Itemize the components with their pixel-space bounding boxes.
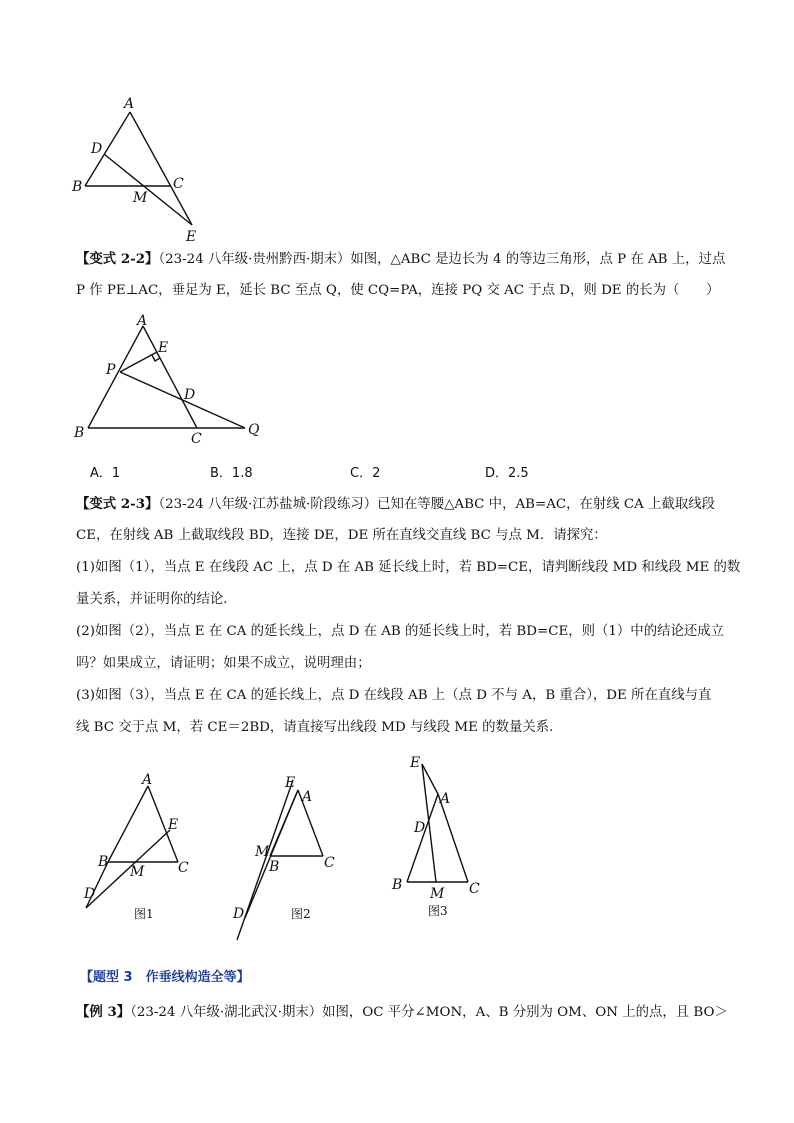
fig2-label-d: D xyxy=(233,906,245,922)
fig1-label-c: C xyxy=(178,860,189,876)
option-d-letter: D． xyxy=(485,466,509,481)
option-d-value: 2.5 xyxy=(508,466,529,481)
variant-2-3-q1-line1: (1)如图（1），当点 E 在线段 AC 上，点 D 在 AB 延长线上时，若 BD=CE，请判断线段 MD 和线段 ME 的数 xyxy=(76,560,741,575)
fig1-label-e: E xyxy=(168,817,179,833)
option-b-letter: B． xyxy=(210,466,232,481)
fig2-label-m: M xyxy=(255,844,270,860)
option-d[interactable] xyxy=(485,462,529,481)
variant-2-2-line1 xyxy=(76,249,736,270)
label-e: E xyxy=(186,229,197,245)
fig1-caption: 图1 xyxy=(134,907,154,921)
fig2-label-c: C xyxy=(324,855,335,871)
figure-2 xyxy=(225,768,355,948)
fig2-caption: 图2 xyxy=(291,907,311,921)
fig1-label-a: A xyxy=(142,772,153,788)
section-3-heading: 【题型 3 作垂线构造全等】 xyxy=(80,970,250,985)
fig3-label-a: A xyxy=(440,791,451,807)
variant-2-3-q2-line2: 吗？如果成立，请证明；如果不成立，说明理由； xyxy=(76,656,371,671)
figure-top-triangle xyxy=(60,90,240,250)
option-c[interactable] xyxy=(350,462,380,481)
side-ab xyxy=(108,786,148,862)
label-a: A xyxy=(124,96,135,112)
fig1-label-b: B xyxy=(98,854,109,870)
label-m: M xyxy=(133,190,148,206)
fig2-label-b: B xyxy=(269,859,280,875)
label-q: Q xyxy=(248,422,260,438)
fig3-label-d: D xyxy=(414,820,426,836)
label-a: A xyxy=(137,313,148,329)
variant-2-3-q3-line1: (3)如图（3），当点 E 在 CA 的延长线上，点 D 在线段 AB 上（点 D 不与 A，B 重合），DE 所在直线与直 xyxy=(76,688,712,703)
label-d: D xyxy=(91,141,103,157)
option-b-value: 1.8 xyxy=(231,466,253,481)
variant-2-2-tag: 【变式 2-2】 xyxy=(76,251,159,267)
fig1-label-d: D xyxy=(84,886,96,902)
fig3-caption: 图3 xyxy=(428,904,448,918)
variant-2-3-line1 xyxy=(76,494,736,515)
variant-2-3-tag: 【变式 2-3】 xyxy=(76,496,159,512)
side-ab xyxy=(407,794,438,882)
fig3-label-e: E xyxy=(410,755,421,771)
side-ac xyxy=(438,794,468,882)
example-3-tag: 【例 3】 xyxy=(76,1004,131,1020)
label-p: P xyxy=(106,362,116,378)
extension-ad xyxy=(245,790,298,918)
figure-variant-2-2 xyxy=(60,310,280,450)
label-c: C xyxy=(191,431,202,447)
option-a-value: 1 xyxy=(111,466,121,481)
variant-2-3-q1-line2: 量关系，并证明你的结论． xyxy=(76,592,237,607)
variant-2-3-text1: （23-24 八年级·江苏盐城·阶段练习）已知在等腰△ABC 中，AB=AC，在射线 CA 上截取线段 xyxy=(158,497,716,512)
fig1-label-m: M xyxy=(130,864,145,880)
example-3-text1: （23-24 八年级·湖北武汉·期末）如图，OC 平分∠MON，A、B 分别为 OM、ON 上的点，且 BO＞ xyxy=(130,1005,728,1020)
fig3-label-c: C xyxy=(469,881,480,897)
variant-2-3-line2: CE，在射线 AB 上截取线段 BD，连接 DE，DE 所在直线交直线 BC 与点 M．请探究： xyxy=(76,528,607,543)
line-ed xyxy=(237,780,293,940)
option-b[interactable] xyxy=(210,462,253,481)
side-ab xyxy=(88,326,143,428)
fig3-label-b: B xyxy=(392,877,403,893)
variant-2-2-text1: （23-24 八年级·贵州黔西·期末）如图，△ABC 是边长为 4 的等边三角形，点 P 在 AB 上，过点 xyxy=(158,252,726,267)
fig2-label-a: A xyxy=(302,789,313,805)
example-3-line1 xyxy=(76,1002,736,1023)
variant-2-2-line2: P 作 PE⊥AC，垂足为 E，延长 BC 至点 Q，使 CQ=PA，连接 PQ 交 AC 于点 D，则 DE 的长为（ ） xyxy=(76,283,720,298)
side-ae xyxy=(130,112,192,225)
label-e: E xyxy=(158,340,169,356)
label-d: D xyxy=(184,387,196,403)
figure-3 xyxy=(380,752,500,927)
option-a[interactable] xyxy=(90,462,120,481)
option-a-letter: A． xyxy=(90,466,112,481)
fig3-label-m: M xyxy=(430,886,445,902)
side-ac xyxy=(143,326,197,428)
variant-2-3-q2-line1: (2)如图（2），当点 E 在 CA 的延长线上，点 D 在 AB 的延长线上时，若 BD=CE，则（1）中的结论还成立 xyxy=(76,624,725,639)
figure-1 xyxy=(70,768,210,928)
label-b: B xyxy=(74,425,85,441)
label-b: B xyxy=(72,179,83,195)
segment-pq xyxy=(120,372,245,428)
segment-pe xyxy=(120,352,157,372)
option-c-letter: C． xyxy=(350,466,373,481)
label-c: C xyxy=(173,176,184,192)
fig2-label-e: E xyxy=(285,775,296,791)
variant-2-3-q3-line2: 线 BC 交于点 M，若 CE＝2BD，请直接写出线段 MD 与线段 ME 的数量关系． xyxy=(76,720,563,735)
option-c-value: 2 xyxy=(372,466,381,481)
